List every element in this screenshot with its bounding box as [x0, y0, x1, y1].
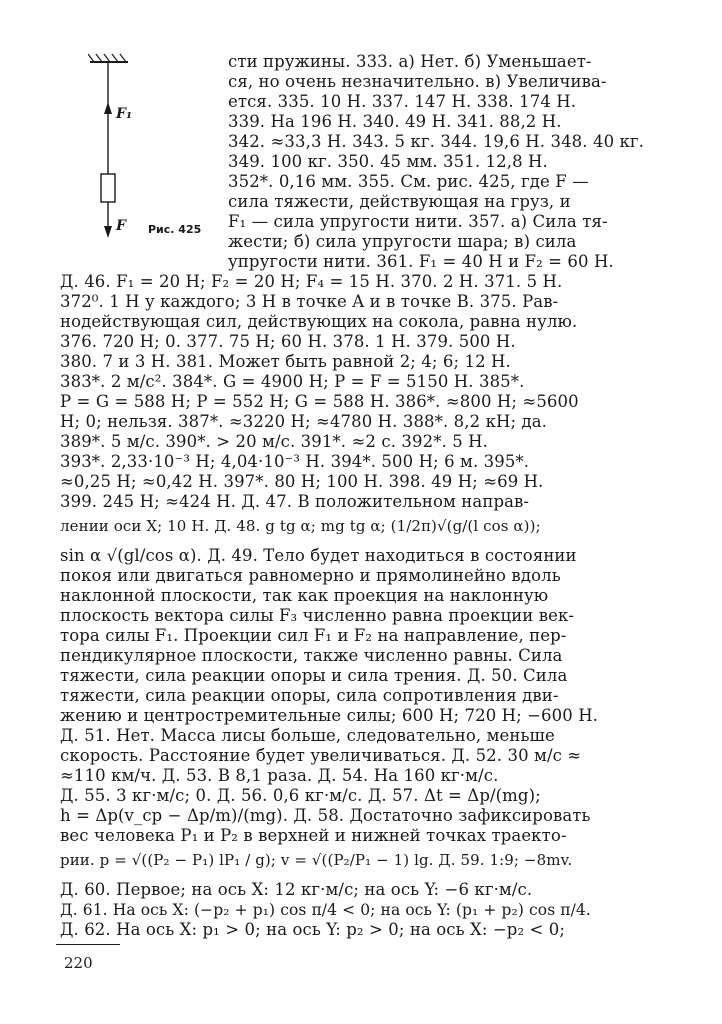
- page-number: 220: [64, 954, 93, 972]
- text-line: Д. 51. Нет. Масса лисы больше, следовательно, меньше: [60, 726, 555, 745]
- text-line: ется. 335. 10 Н. 337. 147 Н. 338. 174 Н.: [228, 92, 577, 111]
- text-line: упругости нити. 361. F₁ = 40 Н и F₂ = 60 Н.: [228, 252, 614, 271]
- text-line: жести; б) сила упругости шара; в) сила: [228, 232, 577, 251]
- text-line: тора силы F₁. Проекции сил F₁ и F₂ на направление, пер-: [60, 626, 567, 645]
- text-line: 349. 100 кг. 350. 45 мм. 351. 12,8 Н.: [228, 152, 548, 171]
- text-line: сила тяжести, действующая на груз, и: [228, 192, 571, 211]
- text-line: Д. 60. Первое; на ось X: 12 кг·м/с; на ось Y: −6 кг·м/с.: [60, 880, 533, 899]
- text-line: 380. 7 и 3 Н. 381. Может быть равной 2; 4; 6; 12 Н.: [60, 352, 511, 371]
- text-line: тяжести, сила реакции опоры, сила сопротивления дви-: [60, 686, 559, 705]
- text-line: вес человека P₁ и P₂ в верхней и нижней точках траекто-: [60, 826, 567, 845]
- text-line: 389*. 5 м/с. 390*. > 20 м/с. 391*. ≈2 с. 392*. 5 Н.: [60, 432, 489, 451]
- text-line: лении оси X; 10 Н. Д. 48. g tg α; mg tg α; (1/2π)√(g/(l cos α));: [60, 517, 541, 535]
- text-line: 399. 245 Н; ≈424 Н. Д. 47. В положительном направ-: [60, 492, 530, 511]
- text-line: ≈110 км/ч. Д. 53. В 8,1 раза. Д. 54. На 160 кг·м/с.: [60, 766, 499, 785]
- text-line: h = Δp(v_ср − Δp/m)/(mg). Д. 58. Достаточно зафиксировать: [60, 806, 591, 825]
- page-number-rule: [56, 944, 120, 945]
- text-line: тяжести, сила реакции опоры и сила трения. Д. 50. Сила: [60, 666, 568, 685]
- text-line: F₁ — сила упругости нити. 357. а) Сила тя-: [228, 212, 608, 231]
- text-line: плоскость вектора силы F₃ численно равна проекции век-: [60, 606, 575, 625]
- text-line: 339. На 196 Н. 340. 49 Н. 341. 88,2 Н.: [228, 112, 562, 131]
- figure-caption: Рис. 425: [148, 223, 202, 236]
- text-line: жению и центростремительные силы; 600 Н; 720 Н; −600 Н.: [60, 706, 599, 725]
- text-line: скорость. Расстояние будет увеличиваться. Д. 52. 30 м/с ≈: [60, 746, 582, 765]
- text-line: наклонной плоскости, так как проекция на наклонную: [60, 586, 549, 605]
- text-line: 393*. 2,33·10⁻³ Н; 4,04·10⁻³ Н. 394*. 500 Н; 6 м. 395*.: [60, 452, 530, 471]
- text-line: Д. 46. F₁ = 20 Н; F₂ = 20 Н; F₄ = 15 Н. 370. 2 Н. 371. 5 Н.: [60, 272, 563, 291]
- text-line: покоя или двигаться равномерно и прямолинейно вдоль: [60, 566, 561, 585]
- text-line: сти пружины. 333. а) Нет. б) Уменьшает-: [228, 52, 592, 71]
- text-line: 372⁰. 1 Н у каждого; 3 Н в точке A и в точке B. 375. Рав-: [60, 292, 559, 311]
- text-line: Д. 62. На ось X: p₁ > 0; на ось Y: p₂ > 0; на ось X: −p₂ < 0;: [60, 920, 566, 939]
- text-line: рии. p = √((P₂ − P₁) lP₁ / g); v = √((P₂/P₁ − 1) lg. Д. 59. 1:9; −8mv.: [60, 851, 573, 869]
- text-line: 352*. 0,16 мм. 355. См. рис. 425, где F —: [228, 172, 589, 191]
- text-line: P = G = 588 Н; P = 552 Н; G = 588 Н. 386*. ≈800 Н; ≈5600: [60, 392, 579, 411]
- text-line: 383*. 2 м/с². 384*. G = 4900 Н; P = F = 5150 Н. 385*.: [60, 372, 525, 391]
- text-line: Д. 61. На ось X: (−p₂ + p₁) cos π/4 < 0; на ось Y: (p₁ + p₂) cos π/4.: [60, 901, 591, 919]
- text-line: пендикулярное плоскости, также численно равны. Сила: [60, 646, 563, 665]
- text-line: 342. ≈33,3 Н. 343. 5 кг. 344. 19,6 Н. 348. 40 кг.: [228, 132, 645, 151]
- text-line: нодействующая сил, действующих на сокола, равна нулю.: [60, 312, 578, 331]
- text-line: ≈0,25 Н; ≈0,42 Н. 397*. 80 Н; 100 Н. 398. 49 Н; ≈69 Н.: [60, 472, 544, 491]
- text-line: 376. 720 Н; 0. 377. 75 Н; 60 Н. 378. 1 Н. 379. 500 Н.: [60, 332, 516, 351]
- label-f: F: [116, 218, 126, 234]
- text-line: ся, но очень незначительно. в) Увеличива-: [228, 72, 607, 91]
- text-line: Н; 0; нельзя. 387*. ≈3220 Н; ≈4780 Н. 388*. 8,2 кН; да.: [60, 412, 548, 431]
- text-line: Д. 55. 3 кг·м/с; 0. Д. 56. 0,6 кг·м/с. Д. 57. Δt = Δp/(mg);: [60, 786, 541, 805]
- figure-425: [88, 50, 228, 250]
- text-line: sin α √(gl/cos α). Д. 49. Тело будет находиться в состоянии: [60, 546, 577, 565]
- label-f1: F₁: [116, 106, 133, 122]
